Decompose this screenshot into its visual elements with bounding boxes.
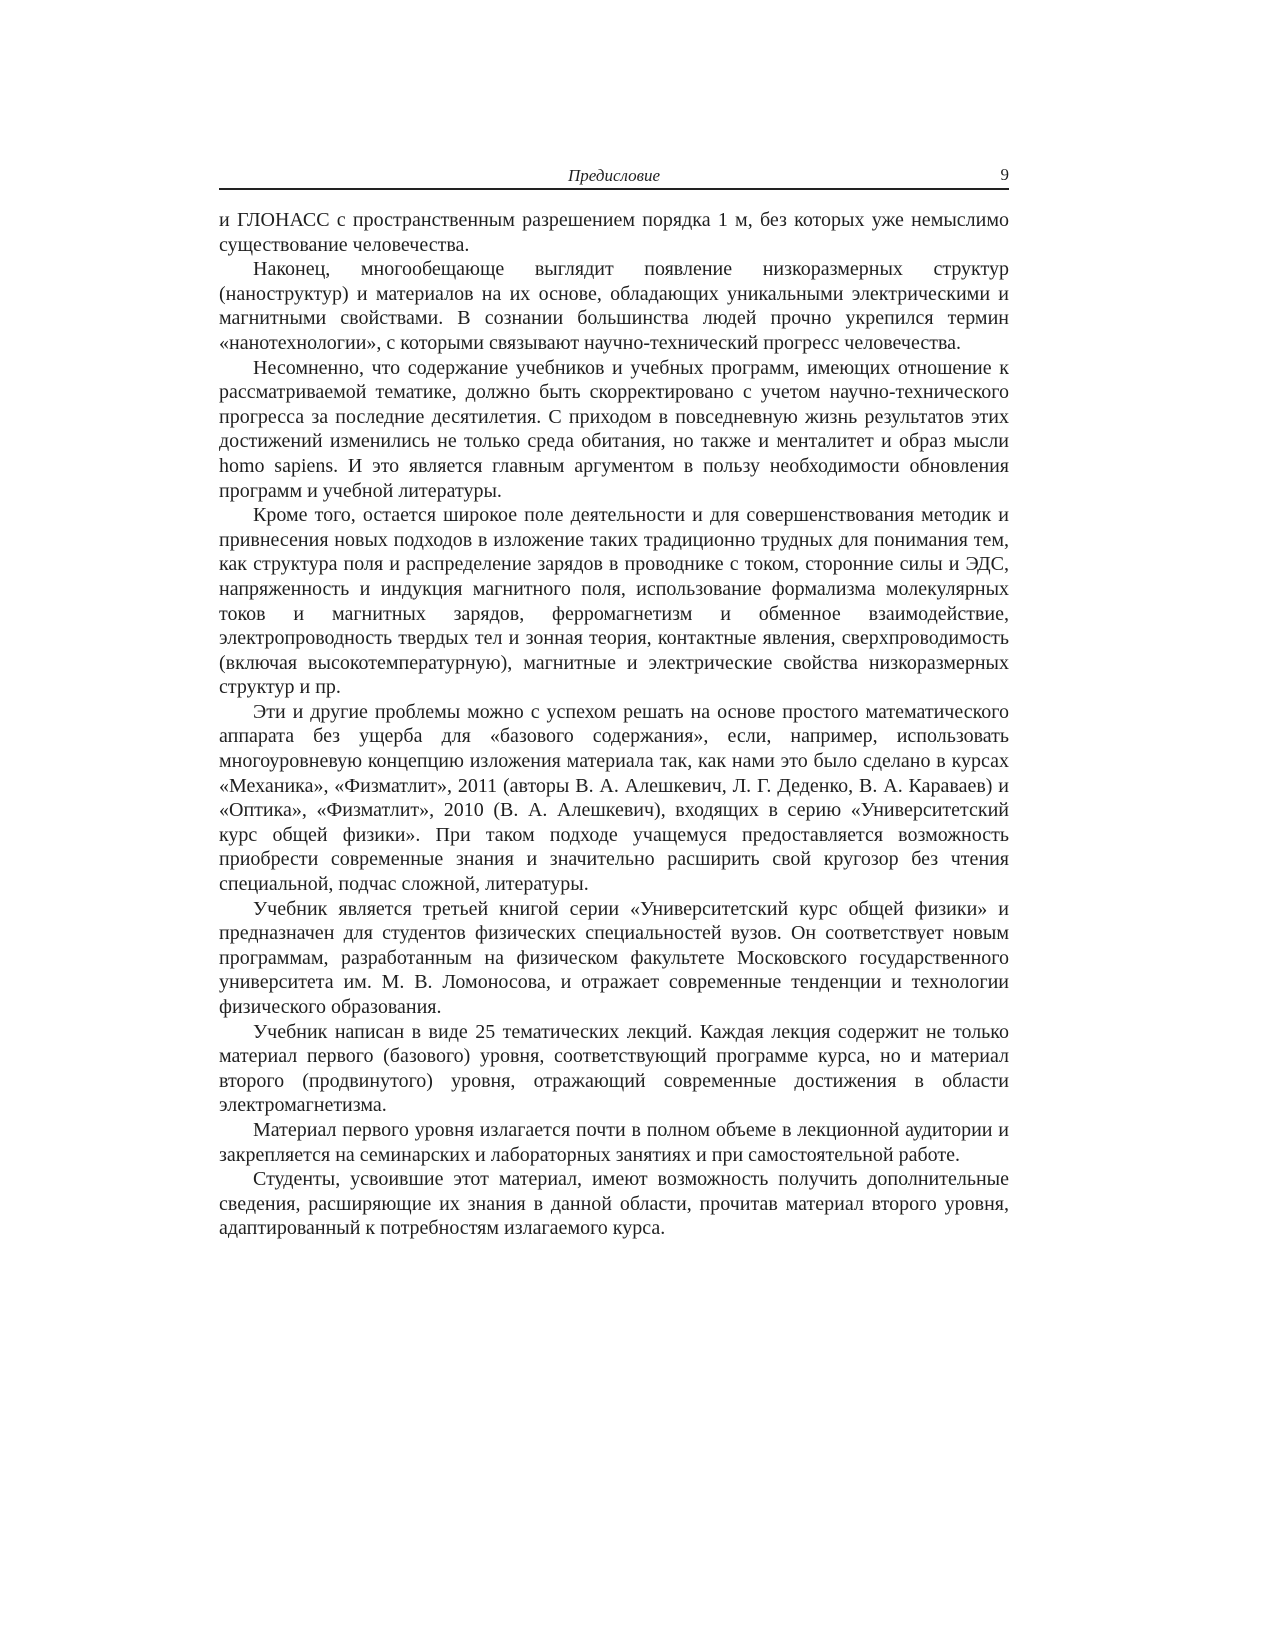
paragraph-8: Материал первого уровня излагается почти в полном объеме в лекционной аудитории и закрепляется на семинарских и лабораторных занятиях и при самостоятельной работе. — [219, 1118, 1009, 1166]
running-header — [219, 160, 1009, 190]
page-number: 9 — [1000, 165, 1009, 184]
paragraph-9: Студенты, усвоившие этот материал, имеют возможность получить дополнительные сведения, расширяющие их знания в данной области, прочитав материал второго уровня, адаптированный к потребностям излагаемого курса. — [219, 1168, 1009, 1240]
paragraph-6: Учебник является третьей книгой серии «Университетский курс общей физики» и предназначен для студентов физических специальностей вузов. Он соответствует новым программам, разработанным на физическом факультете Московского государственного университета им. М. В. Ломоносова, и отражает современные тенденции и технологии физического образования. — [219, 897, 1009, 1018]
running-title: Предисловие — [567, 166, 661, 185]
paragraph-3: Несомненно, что содержание учебников и учебных программ, имеющих отношение к рассматриваемой тематике, должно быть скорректировано с учетом научно-технического прогресса за последние десятилетия. С приходом в повседневную жизнь результатов этих достижений изменились не только среда обитания, но также и менталитет и образ мысли homo sapiens. И это является главным аргументом в пользу необходимости обновления программ и учебной литературы. — [219, 356, 1009, 502]
paragraph-4: Кроме того, остается широкое поле деятельности и для совершенствования методик и привнесения новых подходов в изложение таких традиционно трудных для понимания тем, как структура поля и распределение зарядов в проводнике с током, сторонние силы и ЭДС, напряженность и индукция магнитного поля, использование формализма молекулярных токов и магнитных зарядов, ферромагнетизм и обменное взаимодействие, электропроводность твердых тел и зонная теория, контактные явления, сверхпроводимость (включая высокотемпературную), магнитные и электрические свойства низкоразмерных структур и пр. — [219, 504, 1009, 699]
paragraph-7: Учебник написан в виде 25 тематических лекций. Каждая лекция содержит не только материал первого (базового) уровня, соответствующий программе курса, но и материал второго (продвинутого) уровня, отражающий современные достижения в области электромагнетизма. — [219, 1020, 1009, 1117]
paragraph-1: и ГЛОНАСС с пространственным разрешением порядка 1 м, без которых уже немыслимо существование человечества. — [219, 209, 1009, 256]
book-page — [219, 160, 1009, 1241]
body-text — [219, 208, 1009, 1241]
paragraph-2: Наконец, многообещающе выглядит появление низкоразмерных структур (наноструктур) и материалов на их основе, обладающих уникальными электрическими и магнитными свойствами. В сознании большинства людей прочно укрепился термин «нанотехнологии», с которыми связывают научно-технический прогресс человечества. — [219, 258, 1009, 354]
paragraph-5: Эти и другие проблемы можно с успехом решать на основе простого математического аппарата без ущерба для «базового содержания», если, например, использовать многоуровневую концепцию изложения материала так, как нами это было сделано в курсах «Механика», «Физматлит», 2011 (авторы В. А. Алешкевич, Л. Г. Деденко, В. А. Караваев) и «Оптика», «Физматлит», 2010 (В. А. Алешкевич), входящих в серию «Университетский курс общей физики». При таком подходе учащемуся предоставляется возможность приобрести современные знания и значительно расширить свой кругозор без чтения специальной, подчас сложной, литературы. — [219, 700, 1009, 896]
